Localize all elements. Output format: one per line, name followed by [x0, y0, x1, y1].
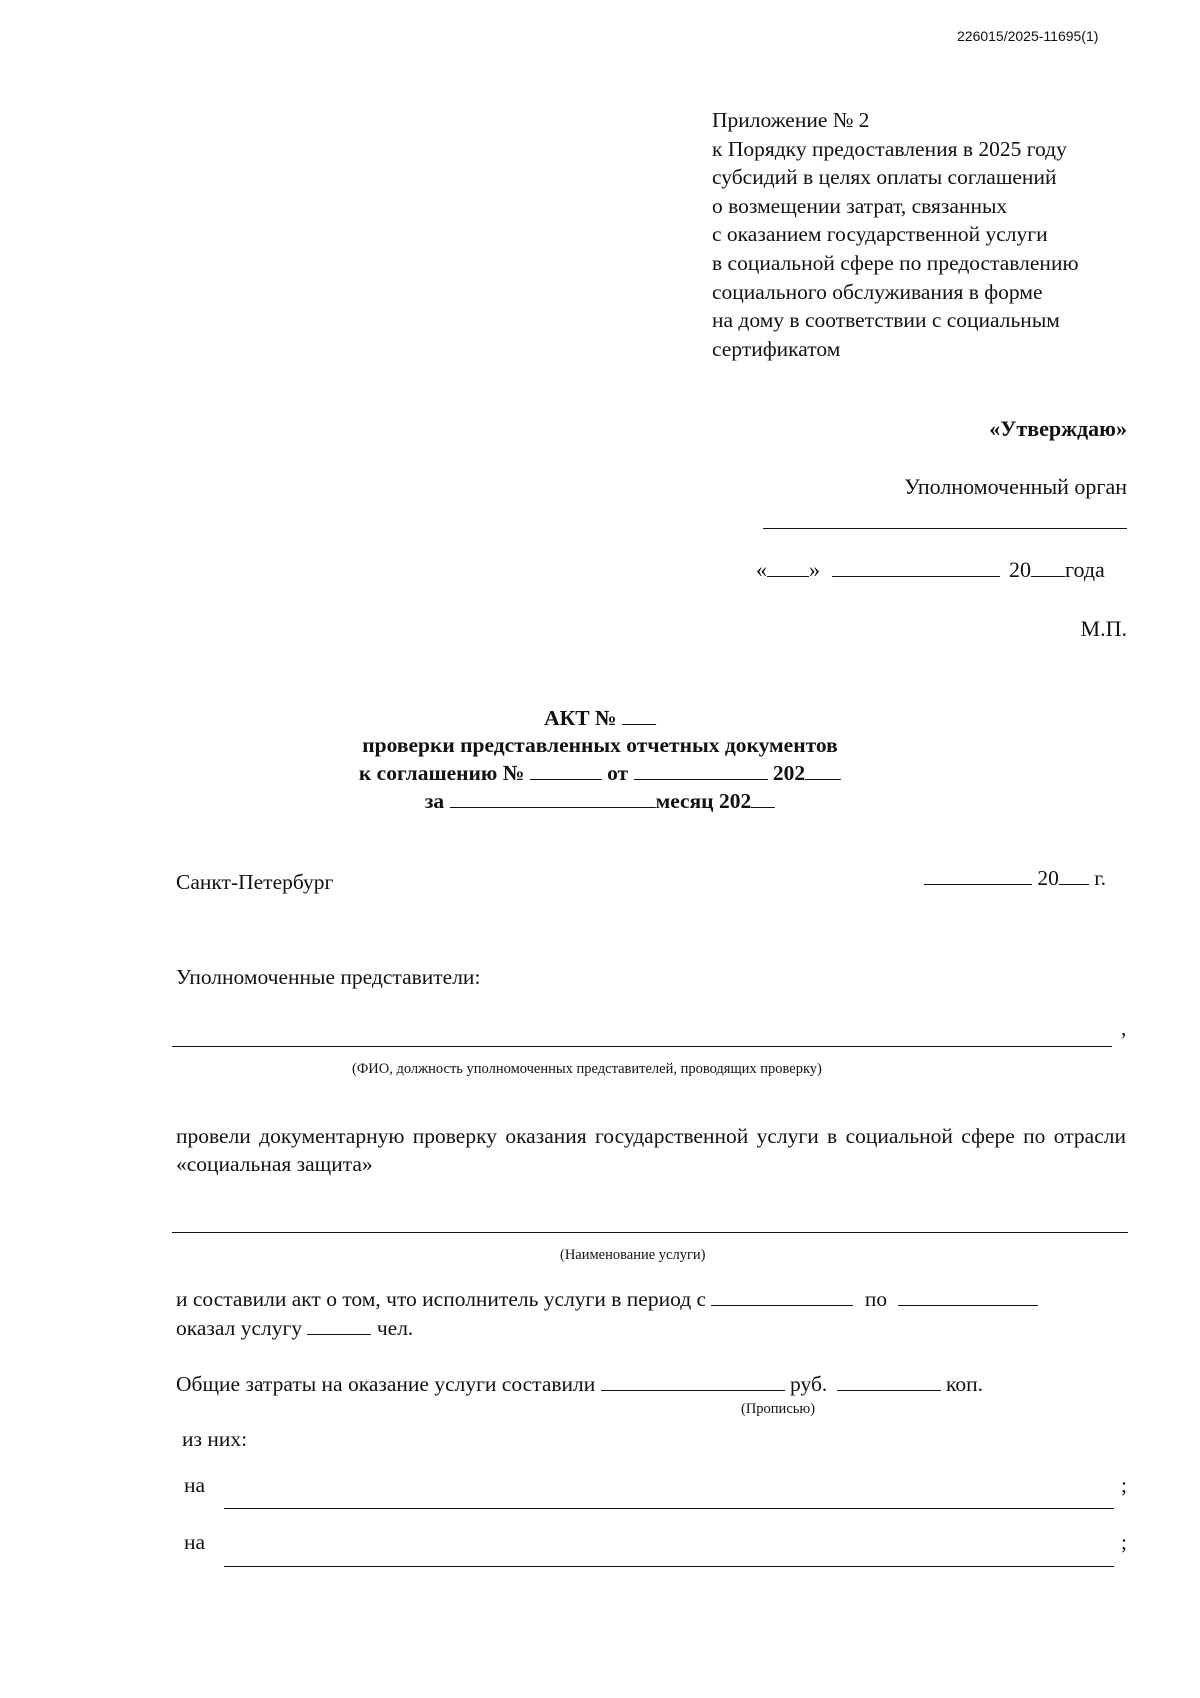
- appendix-line: о возмещении затрат, связанных: [712, 193, 1008, 218]
- period-blank: [450, 789, 656, 808]
- representatives-line: [172, 1046, 1112, 1047]
- costs-rub-blank: [601, 1372, 785, 1391]
- costs-line: [176, 1372, 983, 1397]
- agreement-label: к соглашению №: [358, 761, 525, 785]
- agreement-year-label: 202: [772, 761, 806, 785]
- document-id: 226015/2025-11695(1): [957, 28, 1099, 44]
- kop-label: коп.: [946, 1372, 984, 1396]
- agreement-year-blank: [805, 761, 841, 780]
- place-date-blank: [924, 866, 1032, 885]
- na-label-2: на: [184, 1530, 206, 1554]
- period-year-blank: [751, 789, 775, 808]
- period-line-2: [176, 1316, 413, 1341]
- period-month-label: месяц 202: [655, 789, 752, 813]
- representatives-comma: ,: [1121, 1016, 1127, 1040]
- people-label: чел.: [376, 1316, 414, 1340]
- na-line-2: [224, 1566, 1114, 1567]
- place-year-prefix: 20: [1037, 866, 1059, 890]
- appendix-line: в социальной сфере по предоставлению: [712, 250, 1079, 275]
- year-prefix: 20: [1009, 557, 1031, 582]
- appendix-block: [712, 106, 1079, 363]
- representatives-caption: (ФИО, должность уполномоченных представителей, проводящих проверку): [352, 1061, 822, 1077]
- authorized-organ-signature-line: [763, 528, 1127, 529]
- year-suffix: года: [1065, 557, 1105, 582]
- act-number-blank: [622, 706, 656, 725]
- quote-close: »: [809, 557, 820, 582]
- act-agreement-line: [359, 761, 841, 786]
- semicolon-2: ;: [1121, 1530, 1127, 1554]
- costs-caption: (Прописью): [741, 1401, 816, 1417]
- act-title-text: АКТ №: [544, 706, 617, 730]
- of-them-label: из них:: [182, 1427, 248, 1451]
- agreement-date-blank: [633, 761, 767, 780]
- costs-text: Общие затраты на оказание услуги составили: [176, 1372, 596, 1396]
- people-count-blank: [307, 1316, 371, 1335]
- period-to-label: по: [864, 1287, 888, 1311]
- service-name-line: [172, 1232, 1128, 1233]
- served-text: оказал услугу: [176, 1316, 303, 1340]
- agreement-from-label: от: [607, 761, 629, 785]
- appendix-line: Приложение № 2: [712, 108, 870, 132]
- service-caption: (Наименование услуги): [560, 1247, 706, 1263]
- period-prefix: за: [424, 789, 445, 813]
- costs-kop-blank: [837, 1372, 941, 1391]
- check-paragraph: провели документарную проверку оказания государственной услуги в социальной сфере по отрасли «социальная защита»: [176, 1124, 1126, 1176]
- period-from-blank: [711, 1287, 853, 1306]
- appendix-line: к Порядку предоставления в 2025 году: [712, 136, 1067, 161]
- agreement-number-blank: [530, 761, 602, 780]
- authorized-organ-label: Уполномоченный орган: [904, 474, 1127, 499]
- appendix-line: социального обслуживания в форме: [712, 279, 1043, 304]
- semicolon-1: ;: [1121, 1473, 1127, 1497]
- place-year-suffix: г.: [1094, 866, 1107, 890]
- place-label: Санкт-Петербург: [176, 870, 334, 894]
- place-year-blank: [1059, 866, 1089, 885]
- na-line-1: [224, 1508, 1114, 1509]
- quote-open: «: [756, 557, 767, 582]
- representatives-label: Уполномоченные представители:: [176, 965, 481, 989]
- year-blank: [1031, 558, 1065, 577]
- period-to-blank: [898, 1287, 1038, 1306]
- na-label-1: на: [184, 1473, 206, 1497]
- place-date: [924, 866, 1106, 891]
- period-text: и составили акт о том, что исполнитель услуги в период с: [176, 1287, 707, 1311]
- approval-title: «Утверждаю»: [989, 416, 1127, 441]
- appendix-line: сертификатом: [712, 336, 841, 361]
- act-title: [544, 706, 656, 731]
- act-subtitle: проверки представленных отчетных документов: [362, 733, 838, 757]
- month-blank: [832, 558, 1000, 577]
- approval-date-line: [756, 557, 1105, 583]
- stamp-place-label: М.П.: [1080, 616, 1127, 641]
- rub-label: руб.: [790, 1372, 828, 1396]
- appendix-line: с оказанием государственной услуги: [712, 222, 1048, 247]
- day-blank: [767, 558, 809, 577]
- appendix-line: на дому в соответствии с социальным: [712, 308, 1060, 333]
- period-line-1: [176, 1287, 1038, 1312]
- act-period-line: [425, 789, 775, 814]
- appendix-line: субсидий в целях оплаты соглашений: [712, 165, 1057, 190]
